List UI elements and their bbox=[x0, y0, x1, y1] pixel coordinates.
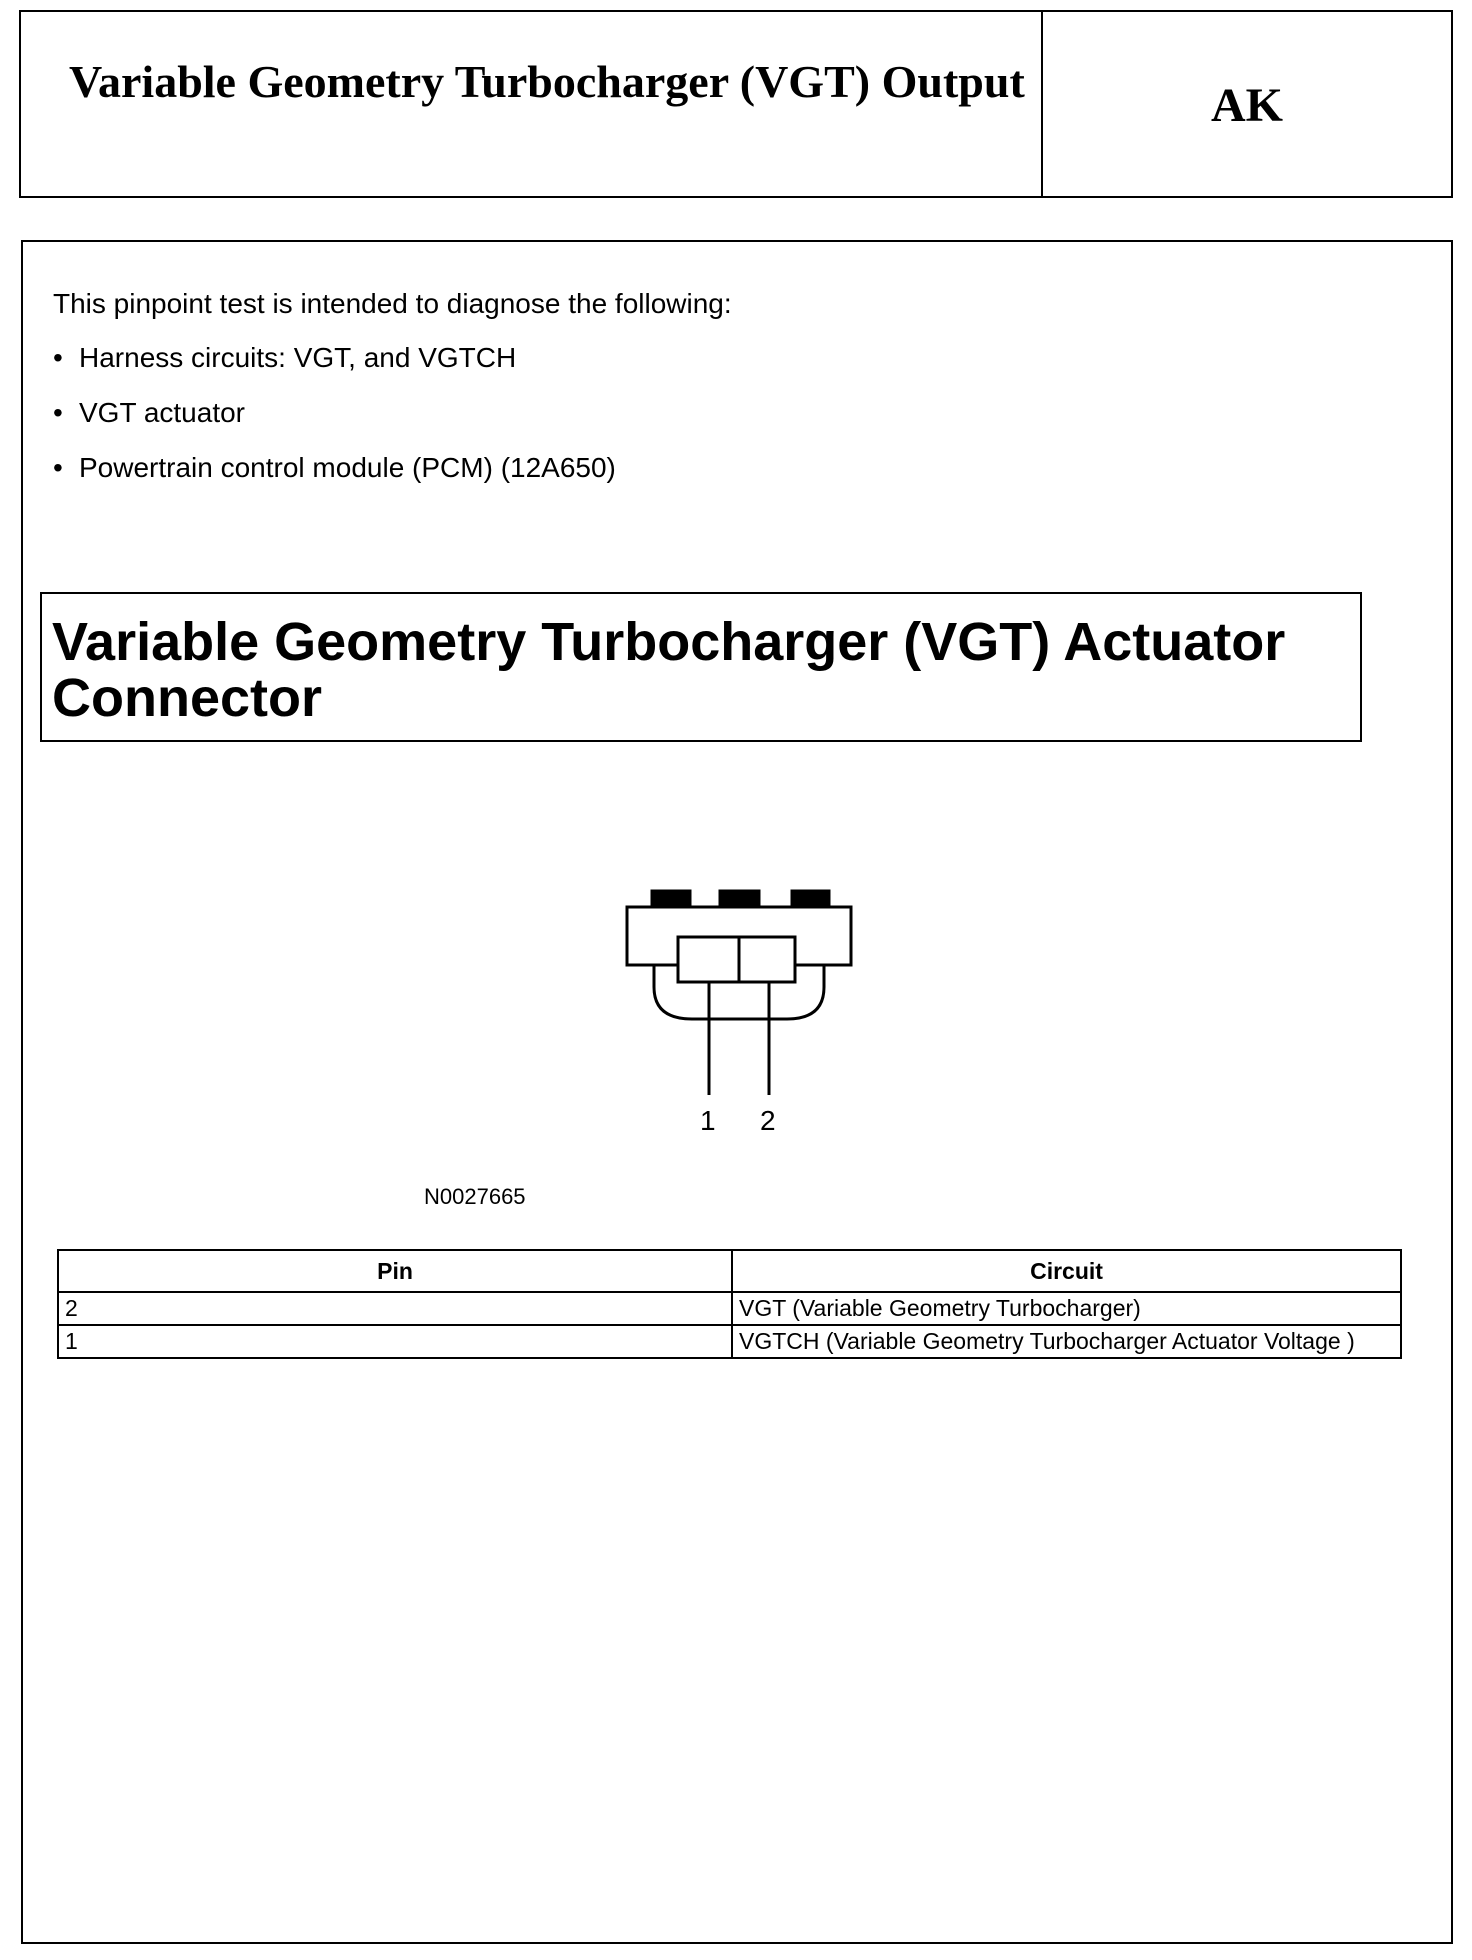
page-header bbox=[19, 10, 1453, 198]
pin-cell: 1 bbox=[58, 1325, 732, 1358]
bullet-icon: • bbox=[53, 342, 63, 373]
bullet-text: VGT actuator bbox=[79, 397, 246, 428]
connector-diagram bbox=[23, 242, 1451, 1242]
pin-circuit-table bbox=[57, 1249, 1402, 1359]
page-title: Variable Geometry Turbocharger (VGT) Output bbox=[69, 56, 1025, 107]
table-row bbox=[58, 1292, 1401, 1325]
section-heading: Variable Geometry Turbocharger (VGT) Actuator Connector bbox=[52, 612, 1286, 728]
circuit-cell: VGTCH (Variable Geometry Turbocharger Actuator Voltage ) bbox=[732, 1325, 1401, 1358]
connector-cavities bbox=[678, 937, 795, 982]
test-code: AK bbox=[1211, 79, 1283, 132]
bullet-icon: • bbox=[53, 452, 63, 483]
bullet-text: Harness circuits: VGT, and VGTCH bbox=[79, 342, 517, 373]
pin-label: 1 bbox=[700, 1105, 716, 1136]
table-header-row bbox=[58, 1250, 1401, 1292]
column-header-pin: Pin bbox=[58, 1250, 732, 1292]
bullet-icon: • bbox=[53, 397, 63, 428]
circuit-cell: VGT (Variable Geometry Turbocharger) bbox=[732, 1292, 1401, 1325]
column-header-circuit: Circuit bbox=[732, 1250, 1401, 1292]
table-row bbox=[58, 1325, 1401, 1358]
bullet-text: Powertrain control module (PCM) (12A650) bbox=[79, 452, 616, 483]
main-content bbox=[21, 240, 1453, 1944]
connector-tab bbox=[792, 891, 829, 907]
connector-tab bbox=[652, 891, 690, 907]
pin-cell: 2 bbox=[58, 1292, 732, 1325]
figure-id: N0027665 bbox=[424, 1184, 526, 1209]
connector-tab bbox=[720, 891, 759, 907]
pin-label: 2 bbox=[760, 1105, 776, 1136]
intro-text: This pinpoint test is intended to diagnose the following: bbox=[53, 288, 732, 319]
